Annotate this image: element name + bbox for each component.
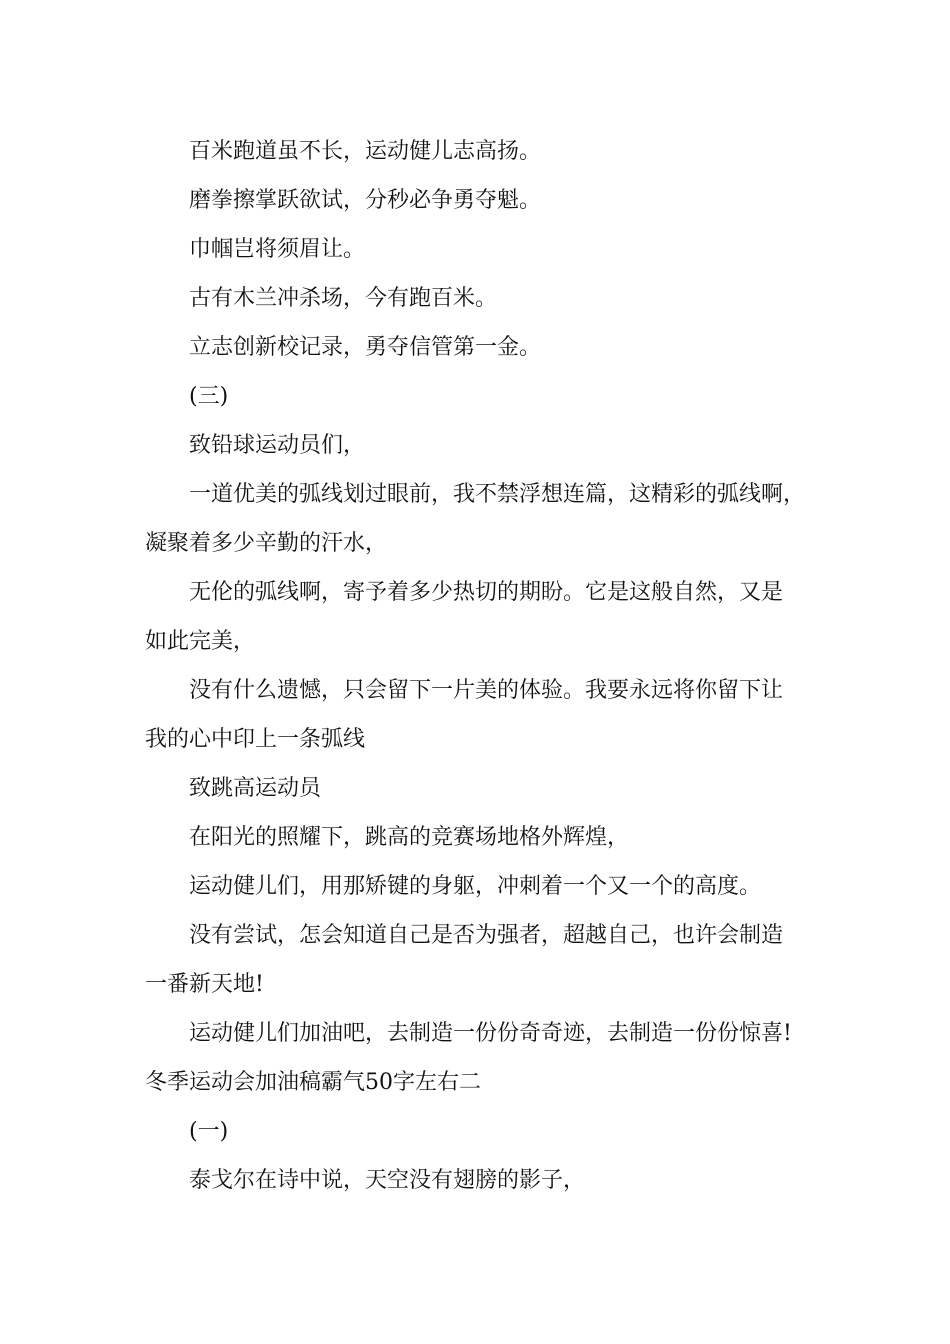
text-line: 百米跑道虽不长，运动健儿志高扬。 (189, 139, 542, 164)
text-line: 没有尝试，怎会知道自己是否为强者，超越自己，也许会制造 (189, 923, 784, 948)
text-line: 凝聚着多少辛勤的汗水， (145, 531, 388, 556)
text-line: 磨拳擦掌跃欲试，分秒必争勇夺魁。 (189, 188, 542, 213)
text-line: 一道优美的弧线划过眼前，我不禁浮想连篇，这精彩的弧线啊， (189, 482, 806, 507)
text-line: 泰戈尔在诗中说，天空没有翅膀的影子， (189, 1168, 586, 1193)
text-line: 运动健儿们，用那矫键的身躯，冲刺着一个又一个的高度。 (189, 874, 762, 899)
text-line: 巾帼岂将须眉让。 (189, 237, 366, 262)
section-marker: (一) (189, 1119, 229, 1144)
document-title: 冬季运动会加油稿霸气50字左右二 (145, 1070, 481, 1095)
text-line: 在阳光的照耀下，跳高的竞赛场地格外辉煌， (189, 825, 630, 850)
text-line: 没有什么遗憾，只会留下一片美的体验。我要永远将你留下让 (189, 678, 784, 703)
text-line: 一番新天地! (145, 972, 264, 997)
section-heading: 致铅球运动员们， (189, 433, 366, 458)
section-marker: (三) (189, 384, 229, 409)
text-line: 古有木兰冲杀场，今有跑百米。 (189, 286, 498, 311)
document-body (145, 127, 835, 1205)
text-line: 运动健儿们加油吧，去制造一份份奇奇迹，去制造一份份惊喜! (189, 1021, 792, 1046)
text-line: 立志创新校记录，勇夺信管第一金。 (189, 335, 542, 360)
text-line: 如此完美， (145, 629, 256, 654)
section-heading: 致跳高运动员 (189, 776, 322, 801)
text-line: 无伦的弧线啊，寄予着多少热切的期盼。它是这般自然，又是 (189, 580, 784, 605)
text-line: 我的心中印上一条弧线 (145, 727, 366, 752)
